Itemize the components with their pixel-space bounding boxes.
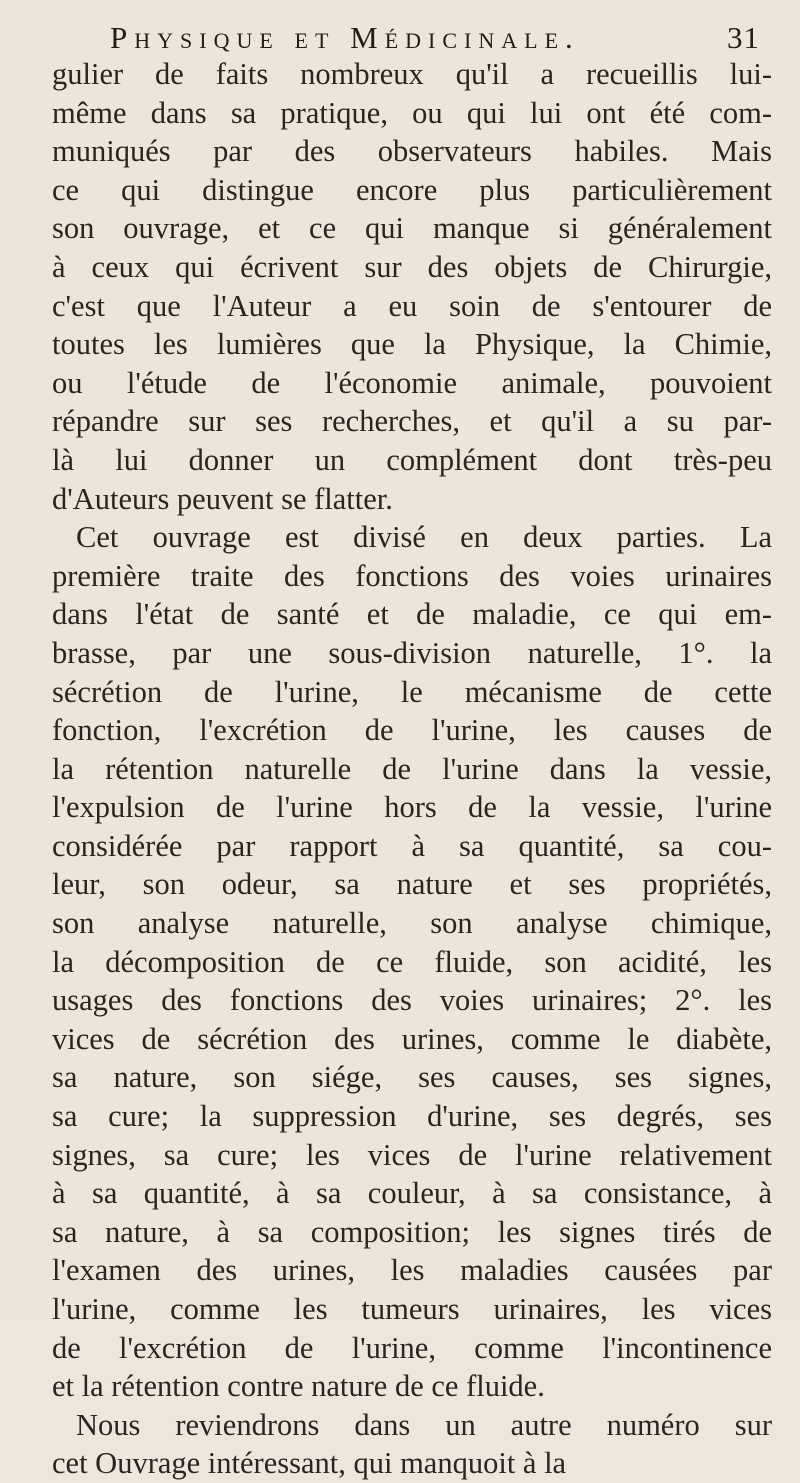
text-line: à sa quantité, à sa couleur, à sa consistance, à bbox=[52, 1176, 772, 1211]
text-line: sa cure; la suppression d'urine, ses degrés, ses bbox=[52, 1099, 772, 1134]
text-line: considérée par rapport à sa quantité, sa cou- bbox=[52, 828, 772, 863]
text-line: Cet ouvrage est divisé en deux parties. La bbox=[76, 520, 772, 555]
text-line: gulier de faits nombreux qu'il a recueillis lui- bbox=[52, 57, 772, 91]
text-line: l'expulsion de l'urine hors de la vessie, l'urine bbox=[52, 790, 772, 825]
text-line: sa nature, son siége, ses causes, ses signes, bbox=[52, 1060, 772, 1095]
text-line: de l'excrétion de l'urine, comme l'incontinence bbox=[52, 1330, 772, 1365]
text-line: son analyse naturelle, son analyse chimique, bbox=[52, 906, 772, 941]
text-line: et la rétention contre nature de ce fluide. bbox=[52, 1369, 545, 1404]
text-line: toutes les lumières que la Physique, la Chimie, bbox=[52, 327, 772, 362]
text-line: brasse, par une sous-division naturelle, 1°. la bbox=[52, 635, 772, 670]
text-line: là lui donner un complément dont très-peu bbox=[52, 442, 772, 477]
text-line: fonction, l'excrétion de l'urine, les causes de bbox=[52, 713, 772, 748]
text-line: l'urine, comme les tumeurs urinaires, les vices bbox=[52, 1292, 772, 1326]
text-line: usages des fonctions des voies urinaires; 2°. les bbox=[52, 983, 772, 1018]
text-line: vices de sécrétion des urines, comme le diabète, bbox=[52, 1021, 772, 1056]
text-line: d'Auteurs peuvent se flatter. bbox=[52, 481, 393, 516]
body-text bbox=[52, 55, 772, 1483]
text-line: muniqués par des observateurs habiles. Mais bbox=[52, 134, 772, 169]
page-number: 31 bbox=[727, 20, 760, 55]
text-line: sécrétion de l'urine, le mécanisme de cette bbox=[52, 674, 772, 709]
text-line: cet Ouvrage intéressant, qui manquoit à la bbox=[52, 1446, 567, 1481]
text-line: à ceux qui écrivent sur des objets de Chirurgie, bbox=[52, 249, 772, 284]
text-line: la rétention naturelle de l'urine dans la vessie, bbox=[52, 751, 772, 786]
text-line: signes, sa cure; les vices de l'urine relativement bbox=[52, 1137, 772, 1172]
text-line: sa nature, à sa composition; les signes tirés de bbox=[52, 1214, 772, 1249]
running-title: Physique et Médicinale. bbox=[110, 20, 580, 55]
text-line: dans l'état de santé et de maladie, ce qui em- bbox=[52, 597, 772, 632]
text-line: la décomposition de ce fluide, son acidité, les bbox=[52, 944, 772, 979]
text-line: ou l'étude de l'économie animale, pouvoient bbox=[52, 365, 772, 400]
text-line: Nous reviendrons dans un autre numéro sur bbox=[76, 1407, 772, 1442]
text-line: même dans sa pratique, ou qui lui ont été com- bbox=[52, 95, 772, 130]
text-line: leur, son odeur, sa nature et ses propriétés, bbox=[52, 867, 772, 902]
text-line: ce qui distingue encore plus particulièrement bbox=[52, 172, 772, 207]
running-head bbox=[110, 20, 760, 60]
text-line: répandre sur ses recherches, et qu'il a su par- bbox=[52, 404, 772, 439]
text-line: c'est que l'Auteur a eu soin de s'entourer de bbox=[52, 288, 772, 323]
text-line: première traite des fonctions des voies urinaires bbox=[52, 558, 772, 593]
text-line: son ouvrage, et ce qui manque si généralement bbox=[52, 211, 772, 246]
text-line: l'examen des urines, les maladies causées par bbox=[52, 1253, 772, 1288]
